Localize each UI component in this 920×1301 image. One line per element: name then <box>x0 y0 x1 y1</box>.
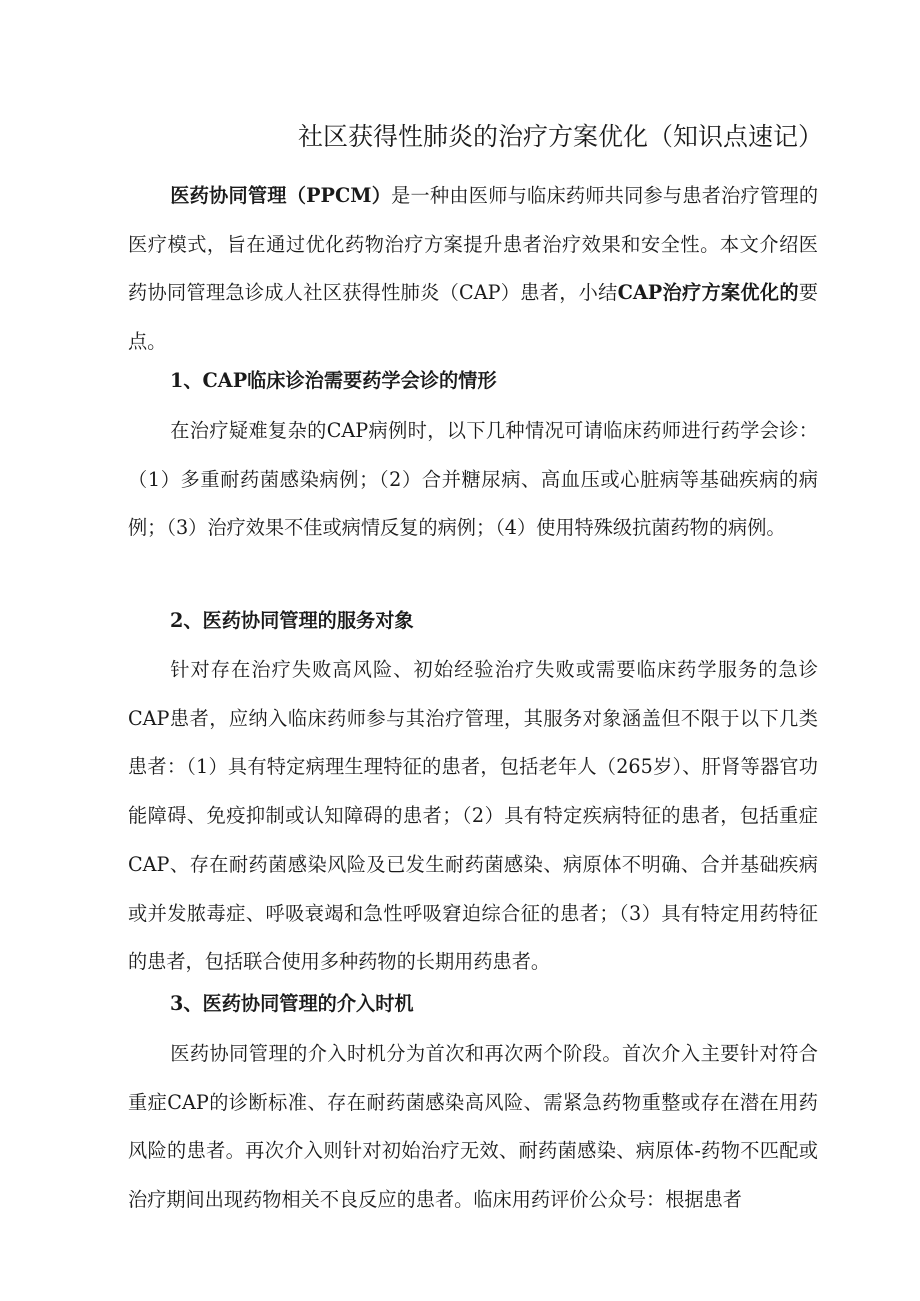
section-heading-2: 2、医药协同管理的服务对象 <box>170 609 414 632</box>
section-body-3: 医药协同管理的介入时机分为首次和再次两个阶段。首次介入主要针对符合重症CAP的诊断标准、存在耐药菌感染高风险、需紧急药物重整或存在潜在用药风险的患者。再次介入则针对初始治疗无效、耐药菌感染、病原体-药物不匹配或治疗期间出现药物相关不良反应的患者。临床用药评价公众号：根据患者 <box>128 1042 818 1212</box>
intro-lead: 医药协同管理（PPCM） <box>170 184 392 207</box>
intro-paragraph <box>128 172 818 367</box>
section-body-1: 在治疗疑难复杂的CAP病例时，以下几种情况可请临床药师进行药学会诊：（1）多重耐药菌感染病例；（2）合并糖尿病、高血压或心脏病等基础疾病的病例；（3）治疗效果不佳或病情反复的病例；（4）使用特殊级抗菌药物的病例。 <box>128 419 818 540</box>
section-heading-3: 3、医药协同管理的介入时机 <box>170 992 414 1015</box>
page-title: 社区获得性肺炎的治疗方案优化（知识点速记） <box>298 122 824 151</box>
section-heading-1: 1、CAP临床诊治需要药学会诊的情形 <box>170 369 497 392</box>
intro-end: 要点。 <box>128 281 818 354</box>
section-body-2: 针对存在治疗失败高风险、初始经验治疗失败或需要临床药学服务的急诊CAP患者，应纳入临床药师参与其治疗管理，其服务对象涵盖但不限于以下几类患者：（1）具有特定病理生理特征的患者，包括老年人（265岁）、肝肾等器官功能障碍、免疫抑制或认知障碍的患者；（2）具有特定疾病特征的患者，包括重症CAP、存在耐药菌感染风险及已发生耐药菌感染、病原体不明确、合并基础疾病或并发脓毒症、呼吸衰竭和急性呼吸窘迫综合征的患者；（3）具有特定用药特征的患者，包括联合使用多种药物的长期用药患者。 <box>128 658 818 974</box>
intro-tail: CAP治疗方案优化的 <box>617 281 799 305</box>
intro-middle: 是一种由医师与临床药师共同参与患者治疗管理的医疗模式，旨在通过优化药物治疗方案提升患者治疗效果和安全性。本文介绍医药协同管理急诊成人社区获得性肺炎（CAP）患者，小结 <box>128 184 819 305</box>
